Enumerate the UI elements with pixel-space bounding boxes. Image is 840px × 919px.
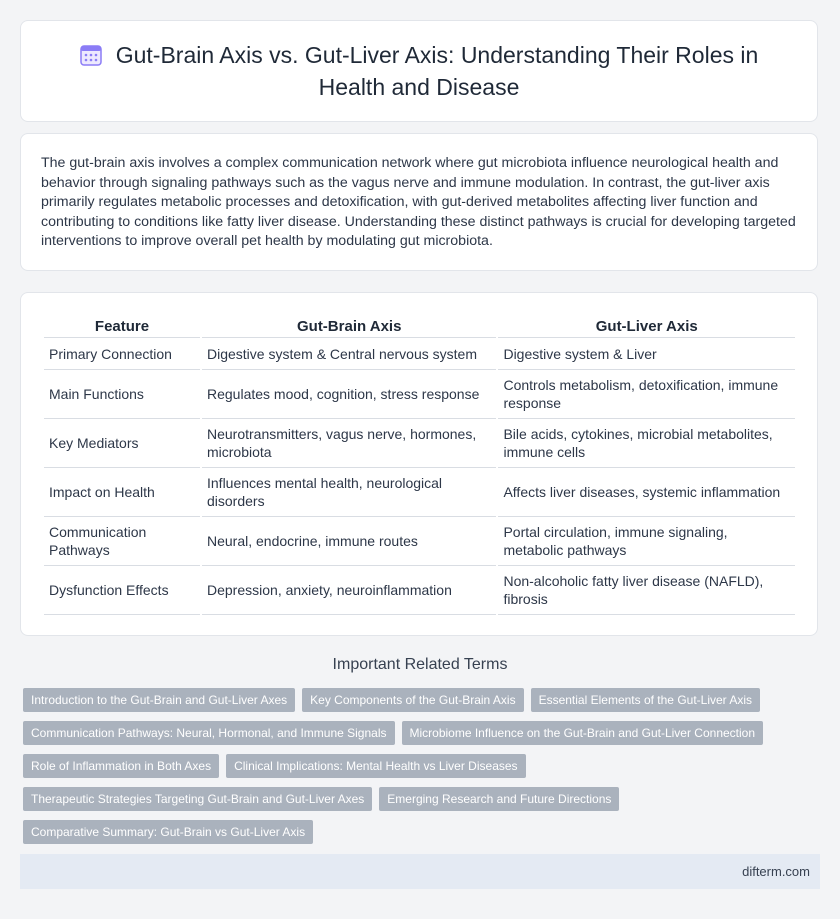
table-row <box>44 566 795 615</box>
footer-site-link[interactable]: difterm.com <box>742 864 810 879</box>
feature-cell: Communication Pathways <box>44 517 200 566</box>
intro-card <box>20 133 818 271</box>
gut-brain-cell: Digestive system & Central nervous system <box>202 338 496 370</box>
header-gut-brain: Gut-Brain Axis <box>202 315 496 338</box>
gut-liver-cell: Portal circulation, immune signaling, metabolic pathways <box>498 517 795 566</box>
related-term-tag[interactable]: Key Components of the Gut-Brain Axis <box>302 688 523 712</box>
feature-cell: Main Functions <box>44 370 200 419</box>
page-title-text: Gut-Brain Axis vs. Gut-Liver Axis: Understanding Their Roles in Health and Disease <box>115 41 759 100</box>
related-term-tag[interactable]: Role of Inflammation in Both Axes <box>23 754 219 778</box>
gut-liver-cell: Affects liver diseases, systemic inflammation <box>498 468 795 517</box>
table-row <box>44 517 795 566</box>
related-term-tag[interactable]: Emerging Research and Future Directions <box>379 787 619 811</box>
gut-brain-cell: Depression, anxiety, neuroinflammation <box>202 566 496 615</box>
gut-brain-cell: Neural, endocrine, immune routes <box>202 517 496 566</box>
header-feature: Feature <box>44 315 200 338</box>
related-term-tag[interactable]: Therapeutic Strategies Targeting Gut-Brain and Gut-Liver Axes <box>23 787 372 811</box>
gut-liver-cell: Non-alcoholic fatty liver disease (NAFLD), fibrosis <box>498 566 795 615</box>
table-header-row <box>44 315 795 338</box>
table-row <box>44 370 795 419</box>
intro-paragraph: The gut-brain axis involves a complex communication network where gut microbiota influence neurological health and behavior through signaling pathways such as the vagus nerve and immune modulation. In contrast, the gut-liver axis primarily regulates metabolic processes and detoxification, with gut-derived metabolites affecting liver function and contributing to conditions like fatty liver disease. Understanding these distinct pathways is crucial for developing targeted interventions to improve overall pet health by modulating gut microbiota. <box>41 155 796 249</box>
related-term-tag[interactable]: Communication Pathways: Neural, Hormonal, and Immune Signals <box>23 721 395 745</box>
table-row <box>44 338 795 370</box>
gut-brain-cell: Neurotransmitters, vagus nerve, hormones, microbiota <box>202 419 496 468</box>
title-card <box>20 20 818 122</box>
header-gut-liver: Gut-Liver Axis <box>498 315 795 338</box>
footer <box>20 854 820 889</box>
related-term-tag[interactable]: Comparative Summary: Gut-Brain vs Gut-Liver Axis <box>23 820 313 844</box>
gut-liver-cell: Bile acids, cytokines, microbial metabolites, immune cells <box>498 419 795 468</box>
gut-liver-cell: Digestive system & Liver <box>498 338 795 370</box>
feature-cell: Dysfunction Effects <box>44 566 200 615</box>
feature-cell: Primary Connection <box>44 338 200 370</box>
related-term-tag[interactable]: Microbiome Influence on the Gut-Brain and Gut-Liver Connection <box>402 721 764 745</box>
table-row <box>44 419 795 468</box>
comparison-card <box>20 292 818 636</box>
related-terms-list <box>23 688 803 844</box>
comparison-table <box>42 315 797 615</box>
calendar-grid-icon <box>80 44 102 73</box>
feature-cell: Impact on Health <box>44 468 200 517</box>
related-terms-title: Important Related Terms <box>332 656 508 673</box>
page-title <box>61 41 777 102</box>
gut-brain-cell: Influences mental health, neurological disorders <box>202 468 496 517</box>
gut-brain-cell: Regulates mood, cognition, stress response <box>202 370 496 419</box>
gut-liver-cell: Controls metabolism, detoxification, immune response <box>498 370 795 419</box>
related-term-tag[interactable]: Essential Elements of the Gut-Liver Axis <box>531 688 760 712</box>
related-term-tag[interactable]: Clinical Implications: Mental Health vs Liver Diseases <box>226 754 525 778</box>
feature-cell: Key Mediators <box>44 419 200 468</box>
related-term-tag[interactable]: Introduction to the Gut-Brain and Gut-Liver Axes <box>23 688 295 712</box>
table-row <box>44 468 795 517</box>
